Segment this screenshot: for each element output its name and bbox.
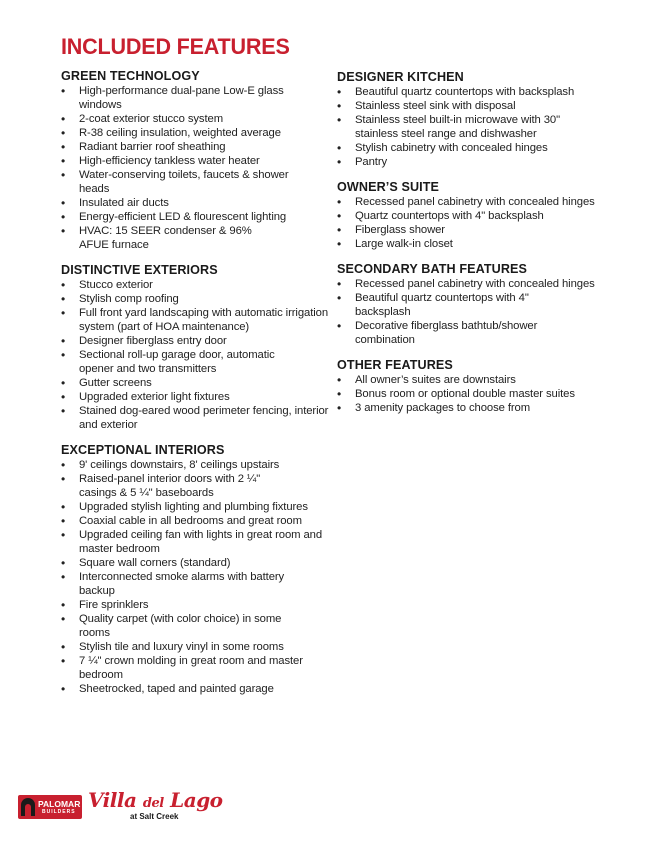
feature-list: [61, 458, 326, 696]
list-item: • Stucco exterior: [61, 278, 326, 292]
list-item: • Quartz countertops with 4" backsplash: [337, 209, 607, 223]
list-item: • Beautiful quartz countertops with backsplash: [337, 85, 607, 99]
list-item: • High-performance dual-pane Low-E glass windows: [61, 84, 309, 112]
community-logo: [88, 788, 223, 812]
list-item: • Water-conserving toilets, faucets & shower heads: [61, 168, 314, 196]
list-item: • Bonus room or optional double master suites: [337, 387, 607, 401]
list-item: • Full front yard landscaping with automatic irrigation system (part of HOA maintenance): [61, 306, 329, 334]
list-item: • Stainless steel built-in microwave with 30" stainless steel range and dishwasher: [337, 113, 605, 141]
list-item: • 7 ¼" crown molding in great room and master bedroom: [61, 654, 334, 682]
list-item: • Stylish comp roofing: [61, 292, 326, 306]
list-item: • 9' ceilings downstairs, 8' ceilings upstairs: [61, 458, 326, 472]
list-item: • Coaxial cable in all bedrooms and great room: [61, 514, 339, 528]
list-item: • Pantry: [337, 155, 607, 169]
list-item: • Interconnected smoke alarms with battery backup: [61, 570, 314, 598]
list-item: • All owner’s suites are downstairs: [337, 373, 607, 387]
list-item: • Designer fiberglass entry door: [61, 334, 326, 348]
list-item: • Gutter screens: [61, 376, 326, 390]
section-distinctive-exteriors: [61, 263, 329, 432]
list-item: • Stained dog-eared wood perimeter fencing, interior and exterior: [61, 404, 329, 432]
list-item: • Sheetrocked, taped and painted garage: [61, 682, 326, 696]
list-item: • Insulated air ducts: [61, 196, 326, 210]
list-item: • Stainless steel sink with disposal: [337, 99, 607, 113]
section-title: OWNER’S SUITE: [337, 180, 440, 194]
list-item: • Sectional roll-up garage door, automatic opener and two transmitters: [61, 348, 309, 376]
community-name-3: Lago: [170, 788, 223, 812]
section-title: SECONDARY BATH FEATURES: [337, 262, 528, 276]
feature-list: [337, 277, 607, 347]
list-item: • Recessed panel cabinetry with concealed hinges: [337, 277, 595, 291]
list-item: • Upgraded ceiling fan with lights in great room and master bedroom: [61, 528, 329, 556]
page-title: INCLUDED FEATURES: [61, 34, 290, 59]
list-item: • Quality carpet (with color choice) in some rooms: [61, 612, 309, 640]
section-title: EXCEPTIONAL INTERIORS: [61, 443, 225, 457]
section-other-features: [337, 358, 607, 415]
list-item: • 2-coat exterior stucco system: [61, 112, 326, 126]
community-name-2: del: [142, 796, 164, 811]
list-item: • Energy-efficient LED & flourescent lighting: [61, 210, 326, 224]
section-designer-kitchen: [337, 70, 607, 169]
list-item: • Recessed panel cabinetry with concealed hinges: [337, 195, 595, 209]
palomar-builders-logo: [18, 795, 82, 819]
feature-list: [337, 85, 607, 169]
community-name-1: Villa: [88, 788, 137, 812]
footer-logos: [18, 785, 228, 830]
list-item: • High-efficiency tankless water heater: [61, 154, 326, 168]
section-title: DISTINCTIVE EXTERIORS: [61, 263, 218, 277]
feature-list: [337, 373, 607, 415]
section-title: GREEN TECHNOLOGY: [61, 69, 200, 83]
section-title: OTHER FEATURES: [337, 358, 453, 372]
list-item: • 3 amenity packages to choose from: [337, 401, 607, 415]
list-item: • Fire sprinklers: [61, 598, 326, 612]
community-tagline: at Salt Creek: [130, 812, 179, 821]
list-item: • Fiberglass shower: [337, 223, 607, 237]
feature-list: [61, 278, 329, 432]
arch-icon: [21, 798, 35, 816]
left-column: [61, 69, 329, 707]
section-green-technology: [61, 69, 326, 252]
list-item: • HVAC: 15 SEER condenser & 96% AFUE furnace: [61, 224, 254, 252]
list-item: • Stylish tile and luxury vinyl in some rooms: [61, 640, 326, 654]
list-item: • Raised-panel interior doors with 2 ¼" casings & 5 ¼" baseboards: [61, 472, 284, 500]
list-item: • Upgraded exterior light fixtures: [61, 390, 326, 404]
section-exceptional-interiors: [61, 443, 326, 696]
feature-list: [61, 84, 326, 252]
list-item: • Large walk-in closet: [337, 237, 607, 251]
list-item: • Beautiful quartz countertops with 4" backsplash: [337, 291, 555, 319]
builder-logo-subtext: BUILDERS: [42, 809, 76, 815]
list-item: • R-38 ceiling insulation, weighted average: [61, 126, 326, 140]
list-item: • Upgraded stylish lighting and plumbing fixtures: [61, 500, 339, 514]
builder-logo-text: PALOMAR: [38, 799, 81, 809]
list-item: • Stylish cabinetry with concealed hinges: [337, 141, 607, 155]
right-column: [337, 70, 607, 426]
section-secondary-bath: [337, 262, 607, 347]
list-item: • Decorative fiberglass bathtub/shower combination: [337, 319, 595, 347]
section-title: DESIGNER KITCHEN: [337, 70, 464, 84]
feature-list: [337, 195, 607, 251]
list-item: • Radiant barrier roof sheathing: [61, 140, 326, 154]
list-item: • Square wall corners (standard): [61, 556, 326, 570]
section-owners-suite: [337, 180, 607, 251]
